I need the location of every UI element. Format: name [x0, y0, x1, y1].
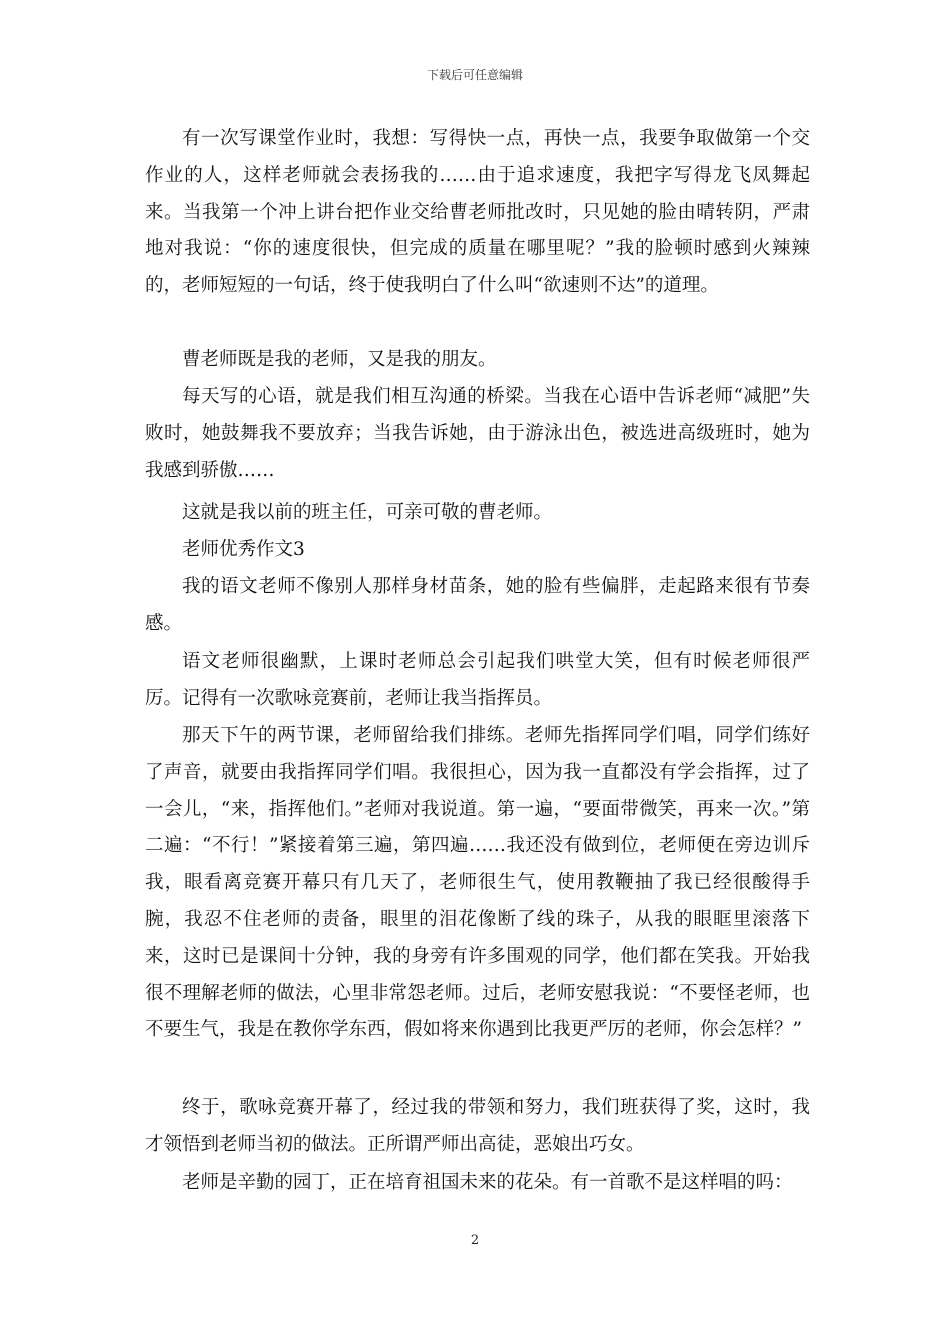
page-number: 2 [470, 1233, 480, 1248]
paragraph-gardener: 老师是辛勤的园丁，正在培育祖国未来的花朵。有一首歌不是这样唱的吗： [182, 1172, 793, 1193]
paragraph-heart-words: 每天写的心语，就是我们相互沟通的桥梁。当我在心语中告诉老师“减肥”失败时，她鼓舞我不要放弃；当我告诉她，由于游泳出色，被选进高级班时，她为我感到骄傲…… [145, 386, 810, 481]
paragraph-homework-story: 有一次写课堂作业时，我想：写得快一点，再快一点，我要争取做第一个交作业的人，这样老师就会表扬我的……由于追求速度，我把字写得龙飞凤舞起来。当我第一个冲上讲台把作业交给曹老师批改时，只见她的脸由晴转阴，严肃地对我说：“你的速度很快，但完成的质量在哪里呢？”我的脸顿时感到火辣辣的，老师短短的一句话，终于使我明白了什么叫“欲速则不达”的道理。 [145, 128, 810, 297]
paragraph-rehearsal-story: 那天下午的两节课，老师留给我们排练。老师先指挥同学们唱，同学们练好了声音，就要由我指挥同学们唱。我很担心，因为我一直都没有学会指挥，过了一会儿，“来，指挥他们。”老师对我说道。第一遍，“要面带微笑，再来一次。”第二遍：“不行！”紧接着第三遍，第四遍……我还没有做到位，老师便在旁边训斥我，眼看离竞赛开幕只有几天了，老师很生气，使用教鞭抽了我已经很酸得手腕，我忍不住老师的责备，眼里的泪花像断了线的珠子，从我的眼眶里滚落下来，这时已是课间十分钟，我的身旁有许多围观的同学，他们都在笑我。开始我很不理解老师的做法，心里非常怨老师。过后，老师安慰我说：“不要怪老师，也不要生气，我是在教你学东西，假如将来你遇到比我更严厉的老师，你会怎样？” [145, 725, 810, 1041]
paragraph-head-teacher: 这就是我以前的班主任，可亲可敬的曹老师。 [182, 502, 553, 523]
paragraph-teacher-humor: 语文老师很幽默，上课时老师总会引起我们哄堂大笑，但有时候老师很严厉。记得有一次歌咏竞赛前，老师让我当指挥员。 [145, 651, 810, 709]
paragraph-teacher-appearance: 我的语文老师不像别人那样身材苗条，她的脸有些偏胖，走起路来很有节奏感。 [145, 576, 810, 634]
paragraph-competition-result: 终于，歌咏竞赛开幕了，经过我的带领和努力，我们班获得了奖，这时，我才领悟到老师当初的做法。正所谓严师出高徒，恶娘出巧女。 [145, 1097, 810, 1155]
page-header: 下载后可任意编辑 [426, 68, 523, 82]
essay-title: 老师优秀作文3 [182, 539, 305, 560]
paragraph-teacher-friend: 曹老师既是我的老师，又是我的朋友。 [182, 349, 497, 370]
